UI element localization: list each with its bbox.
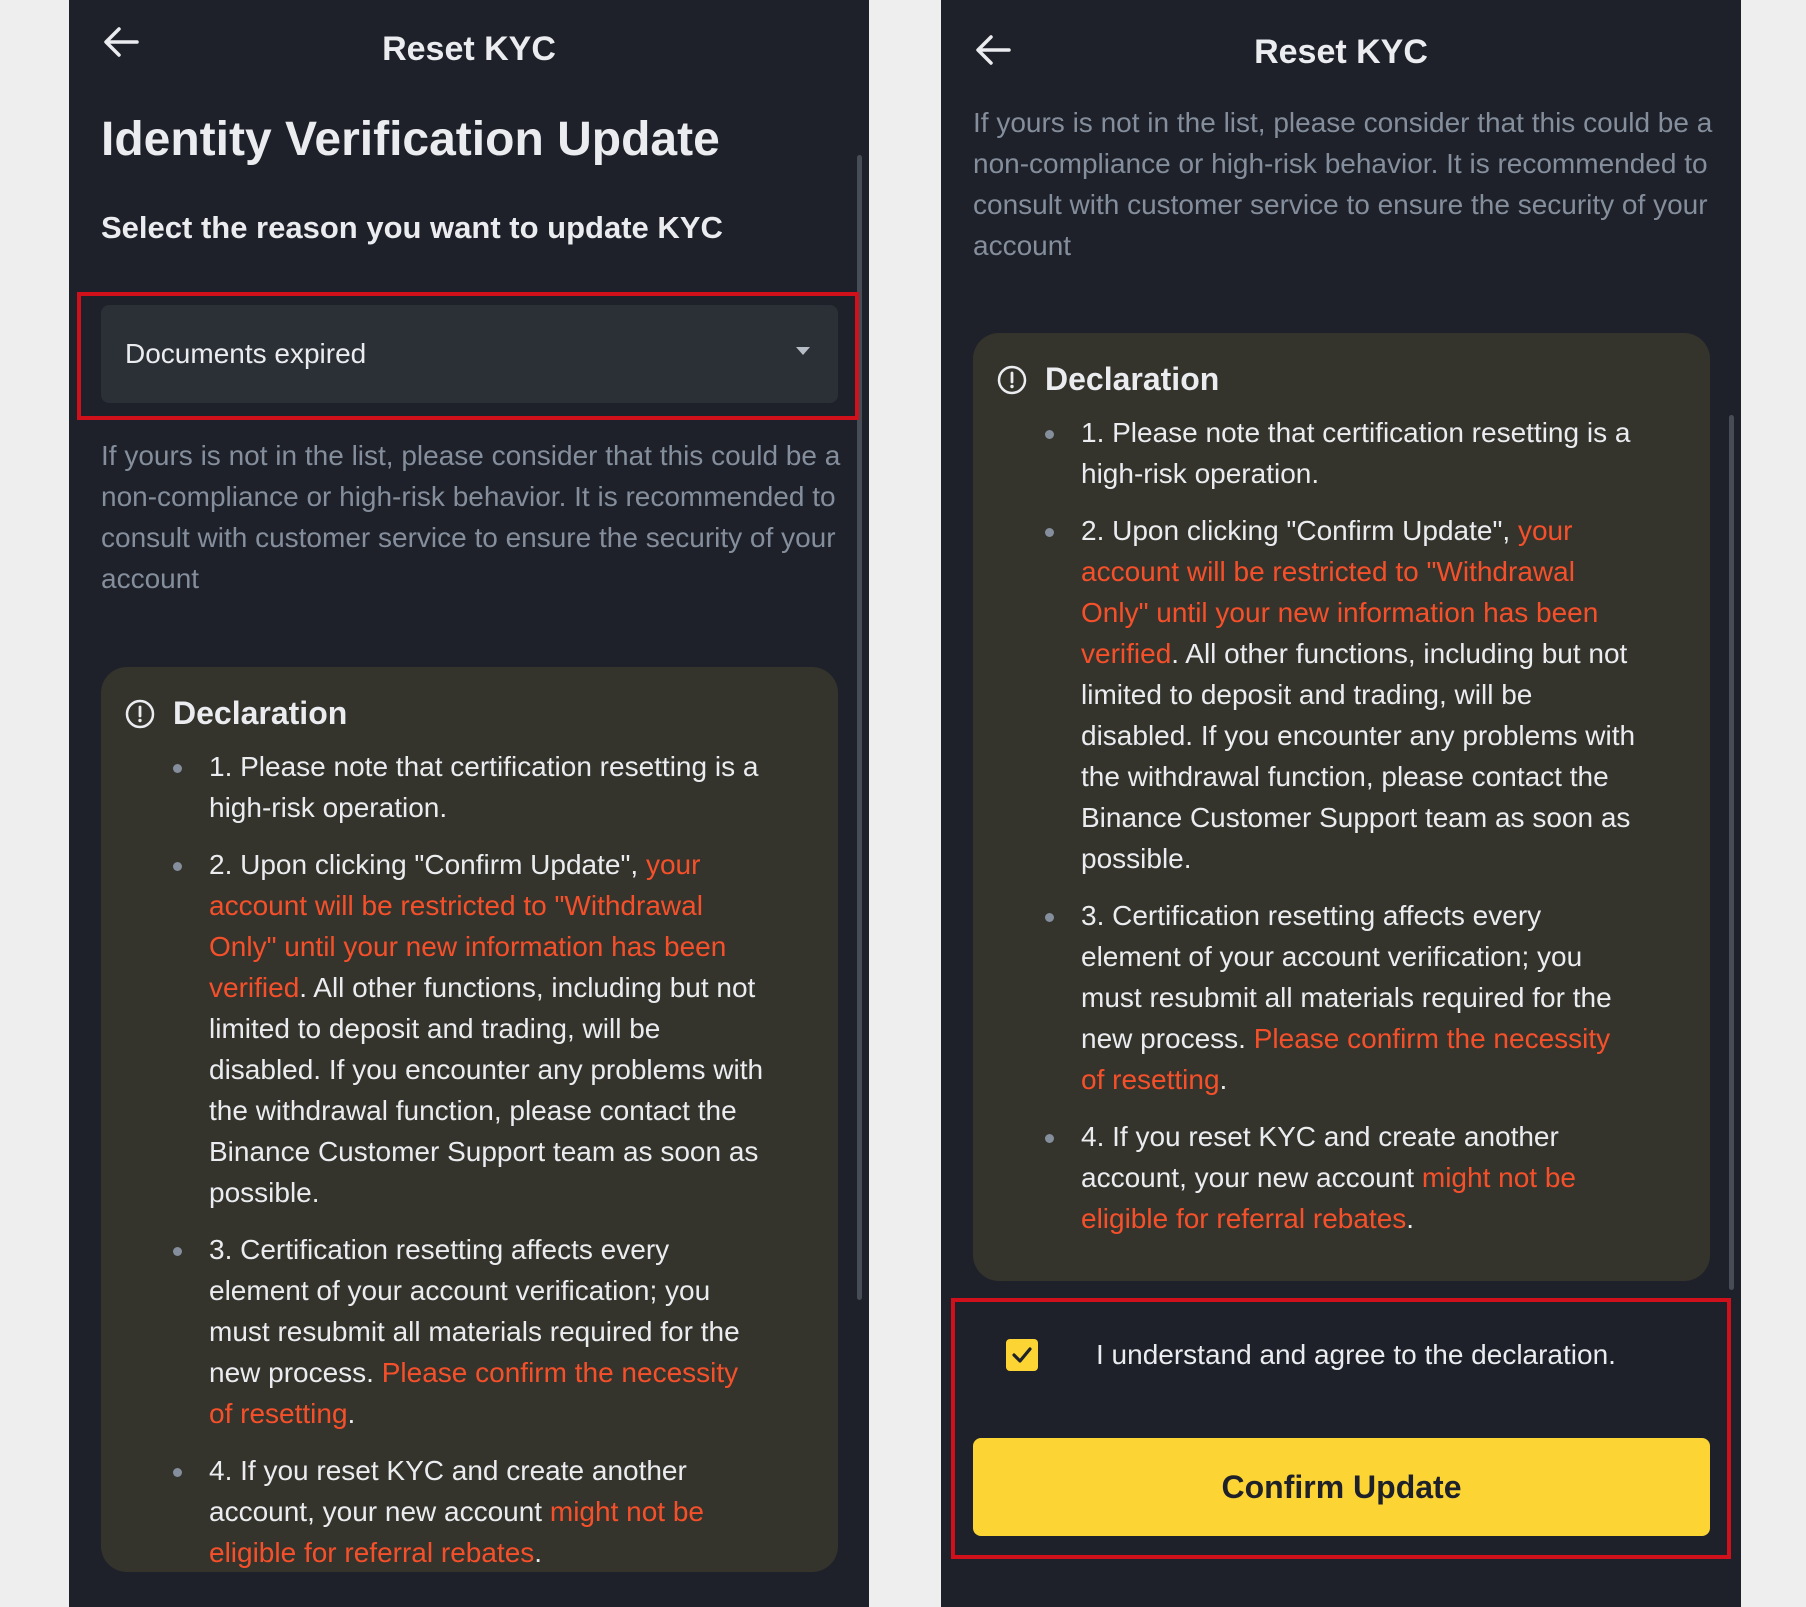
declaration-item-3-text: 3. Certification resetting affects every element of your account verification; you must resubmit all materials required for the new process. (1081, 900, 1612, 1054)
declaration-item-2 (1081, 510, 1641, 879)
declaration-item-1-text: 1. Please note that certification resetting is a high-risk operation. (209, 751, 759, 823)
top-bar (941, 0, 1741, 100)
declaration-title: Declaration (1045, 361, 1220, 397)
declaration-item-3-highlight: Please confirm the necessity of resetting (209, 1357, 739, 1429)
declaration-item-1-text: 1. Please note that certification resetting is a high-risk operation. (1081, 417, 1631, 489)
declaration-header (997, 361, 1686, 398)
reason-note: If yours is not in the list, please consider that this could be a non-compliance or high-risk behavior. It is recommended to consult with customer service to ensure the security of your account (101, 440, 841, 594)
left-screen (69, 0, 869, 1607)
declaration-item-1 (1081, 412, 1641, 494)
scrollbar[interactable] (1729, 415, 1734, 1290)
page-title: Reset KYC (382, 30, 556, 68)
declaration-item-2 (209, 844, 769, 1213)
section-subheading: Select the reason you want to update KYC (101, 210, 723, 245)
declaration-item-4-text: 4. If you reset KYC and create another account, your new account (209, 1455, 687, 1527)
declaration-item-4 (1081, 1116, 1641, 1239)
declaration-item-1 (209, 746, 769, 828)
declaration-item-4-text-end: . (534, 1537, 543, 1568)
reason-note: If yours is not in the list, please consider that this could be a non-compliance or high-risk behavior. It is recommended to consult with customer service to ensure the security of your account (973, 107, 1713, 261)
declaration-item-2-text: 2. Upon clicking "Confirm Update", (209, 849, 646, 880)
declaration-item-2-text-end: . All other functions, including but not limited to deposit and trading, will be disabled. If you encounter any problems with the withdrawal function, please contact the Binance Customer Support team as soon as possible. (209, 972, 764, 1208)
declaration-item-2-highlight: your account will be restricted to "Withdrawal Only" until your new information has been verified (1081, 515, 1599, 669)
declaration-item-3 (1081, 895, 1641, 1100)
info-icon (125, 699, 155, 729)
annotation-highlight-box (77, 292, 859, 420)
top-bar (69, 0, 869, 100)
declaration-header (125, 695, 814, 732)
declaration-item-3 (209, 1229, 769, 1434)
declaration-title: Declaration (173, 695, 348, 731)
declaration-item-3-text: 3. Certification resetting affects every element of your account verification; you must resubmit all materials required for the new process. (209, 1234, 740, 1388)
declaration-item-3-text-end: . (347, 1398, 356, 1429)
page-title: Reset KYC (1254, 33, 1428, 71)
declaration-list (997, 412, 1686, 1239)
declaration-item-3-highlight: Please confirm the necessity of resetting (1081, 1023, 1611, 1095)
declaration-item-4-highlight: might not be eligible for referral rebates (1081, 1162, 1576, 1234)
declaration-item-2-text-end: . All other functions, including but not limited to deposit and trading, will be disabled. If you encounter any problems with the withdrawal function, please contact the Binance Customer Support team as soon as possible. (1081, 638, 1636, 874)
declaration-card (101, 667, 838, 1572)
declaration-item-3-text-end: . (1219, 1064, 1228, 1095)
declaration-item-4-text-end: . (1406, 1203, 1415, 1234)
declaration-item-2-highlight: your account will be restricted to "Withdrawal Only" until your new information has been verified (209, 849, 727, 1003)
declaration-item-2-text: 2. Upon clicking "Confirm Update", (1081, 515, 1518, 546)
agree-label: I understand and agree to the declaration. (1096, 1339, 1616, 1370)
reason-select-value: Documents expired (125, 338, 367, 369)
declaration-card (973, 333, 1710, 1281)
declaration-item-4 (209, 1450, 769, 1572)
annotation-highlight-box (951, 1298, 1731, 1559)
section-heading: Identity Verification Update (101, 113, 720, 166)
declaration-item-4-text: 4. If you reset KYC and create another account, your new account (1081, 1121, 1559, 1193)
right-screen (941, 0, 1741, 1607)
info-icon (997, 365, 1027, 395)
confirm-update-button[interactable]: Confirm Update (973, 1438, 1710, 1536)
declaration-list (125, 746, 814, 1572)
declaration-item-4-highlight: might not be eligible for referral rebates (209, 1496, 704, 1568)
